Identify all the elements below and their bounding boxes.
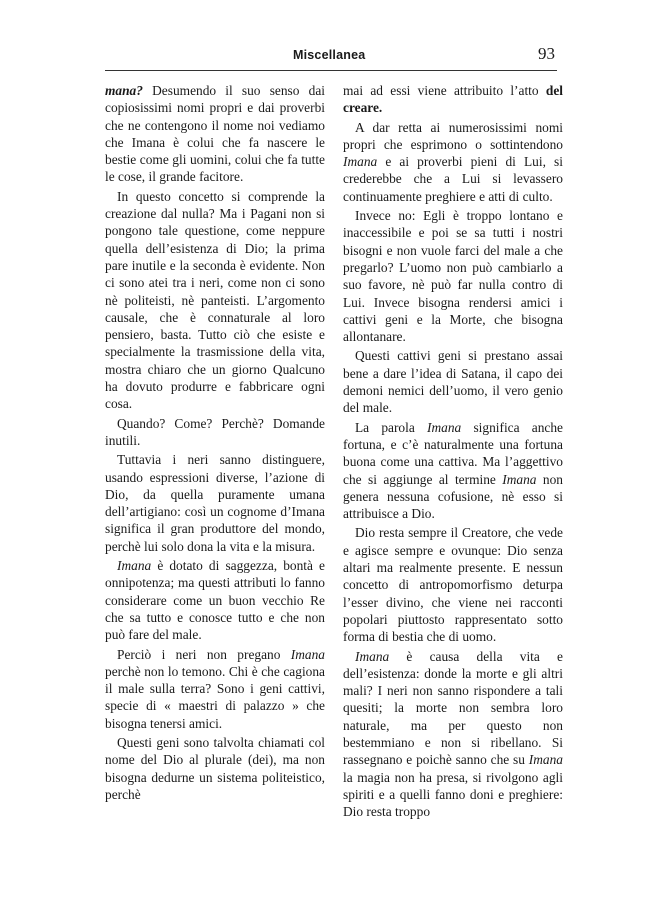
emphasis: Imana — [355, 648, 390, 664]
paragraph-text: Desumendo il suo senso dai copiosissimi nomi propri e dai proverbi che ne contengono il nome noi vediamo che Imana è colui che fa nascere le bestie come gli uomini, colui che fa tutte le cose, il grande facitore. — [105, 83, 325, 185]
emphasis: Imana — [427, 419, 462, 435]
paragraph: Questi geni sono talvolta chiamati col nome del Dio al plurale (dei), ma non bisogna dedurne un sistema politeistico, perchè — [105, 734, 325, 802]
paragraph-text: non genera nessuna cofusione, nè esso si attribuisce a Dio. — [343, 471, 563, 522]
paragraph-text: è causa della vita e dell’esistenza: donde la morte e gli altri mali? I neri non sanno rispondere a tali quesiti; la morte non sembra loro naturale, ma per questo non bestemmiano e non si ribellano. Si rassegnano e poichè sanno che su — [343, 648, 563, 768]
paragraph-text: significa anche fortuna, e c’è naturalmente una fortuna buona come una cattiva. Ma l’aggettivo che si aggiunge al termine — [343, 419, 563, 487]
paragraph — [343, 119, 563, 205]
page-number: 93 — [538, 44, 555, 63]
paragraph-text: mai ad essi viene attribuito l’atto — [343, 83, 546, 98]
paragraph: Tuttavia i neri sanno distinguere, usando espressioni diverse, l’azione di Dio, da quella puramente umana dell’artigiano: così un cognome d’Imana significa il gran produttore del mondo, perchè lui solo dona la vita e la misura. — [105, 452, 325, 554]
paragraph: Quando? Come? Perchè? Domande inutili. — [105, 415, 325, 448]
paragraph — [343, 419, 563, 523]
paragraph-text: Perciò i neri non pregano — [117, 646, 291, 662]
paragraph — [105, 188, 325, 413]
emphasis: Imana — [502, 471, 537, 487]
paragraph-text: è dotato di saggezza, bontà e onnipotenza; ma questi attributi lo fanno considerare come un buon vecchio Re che sa tutto e conosce tutto e che non può fare del male. — [105, 558, 325, 643]
paragraph-text: la magia non ha presa, si rivolgono agli spiriti e a quelli fanno doni e preghiere: Dio resta troppo — [343, 769, 563, 820]
paragraph — [105, 82, 325, 186]
emphasis: Imana — [290, 646, 325, 662]
paragraph: Questi cattivi geni si prestano assai bene a dare l’idea di Satana, il capo dei demoni nemici dell’uomo, il vero genio del male. — [343, 348, 563, 416]
page-header — [105, 44, 557, 71]
paragraph — [343, 82, 563, 117]
bold-text: del creare. — [343, 83, 563, 116]
right-column — [343, 82, 563, 820]
paragraph: Dio resta sempre il Creatore, che vede e agisce sempre e ovunque: Dio senza altari ma realmente presente. E nessun concetto di antropomorfismo deturpa l’esser divino, che viene nei racconti popolari piuttosto rappresentato sotto forma di bestia che di uomo. — [343, 525, 563, 645]
emphasis: Imana — [343, 154, 378, 170]
paragraph: Invece no: Egli è troppo lontano e inaccessibile e poi se sa tutti i nostri bisogni e non vuole farci del male a che pregarlo? L’uomo non può cambiarlo a suo favore, nè può far nulla contro di Lui. Invece bisogna rendersi amici i cattivi geni e la Morte, che bisogna allontanare. — [343, 208, 563, 345]
paragraph-text: In questo concetto si comprende la creazione dal nulla? — [105, 188, 325, 222]
paragraph-text: e ai proverbi pieni di Lui, si crederebbe che a Lui si levassero continuamente preghiere e atti di culto. — [343, 154, 563, 204]
emphasis: Imana — [117, 558, 152, 574]
emphasis: Imana — [528, 752, 563, 768]
paragraph — [343, 648, 563, 821]
paragraph-text: La parola — [355, 419, 428, 435]
paragraph-text: A dar retta ai numerosissimi nomi propri che esprimono o sottintendono — [343, 119, 563, 152]
paragraph — [105, 646, 325, 732]
running-title: Miscellanea — [293, 48, 366, 62]
paragraph-text: perchè non lo temono. Chi è che cagiona il male sulla terra? Sono i geni cattivi, specie di « maestri di palazzo » che bisogna tenersi amici. — [105, 663, 325, 731]
paragraph — [105, 557, 325, 643]
left-column — [105, 82, 325, 803]
emphasis: mana? — [105, 83, 143, 98]
paragraph-text: Ma i Pagani non si pongono tale questione, come neppure quella dell’esistenza di Dio; la prima pare inutile e la seconda è evidente. Non ci sono atei tra i neri, come non ci sono nè politeisti, nè panteisti. L’argomento causale, che è connaturale al loro pensiero, basta. Tutto ciò che esiste e specialmente la trasmissione della vita, mostra chiaro che un giorno Qualcuno ha dovuto produrre e fabbricare ogni cosa. — [105, 206, 325, 412]
text-columns — [105, 82, 561, 882]
